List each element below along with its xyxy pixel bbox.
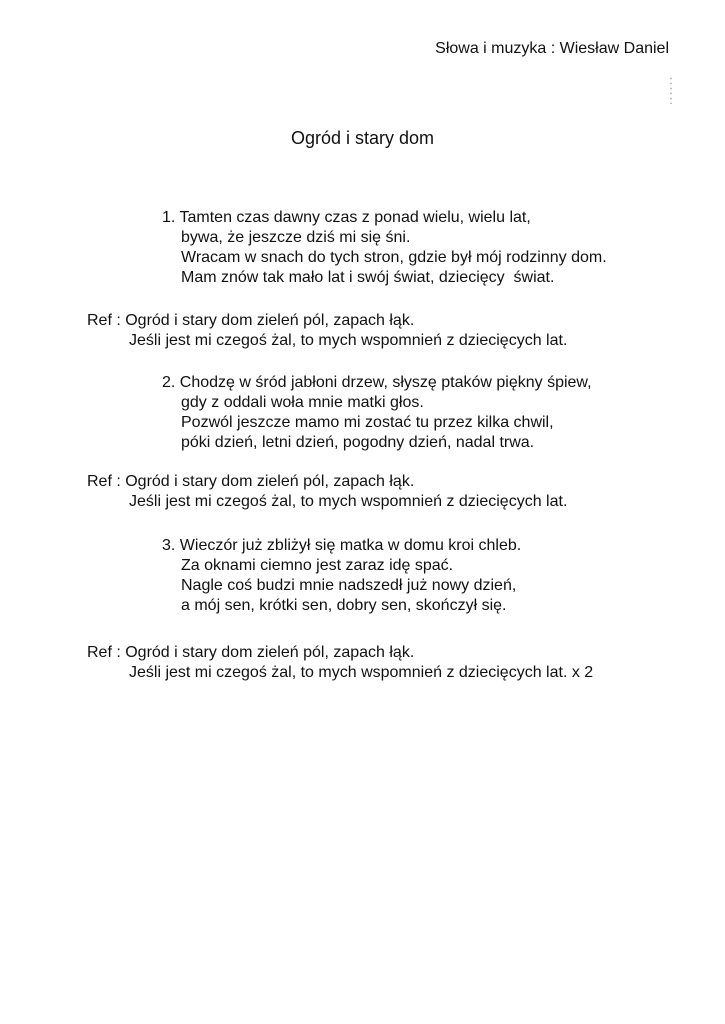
refrain-2	[87, 472, 567, 512]
verse-line: póki dzień, letni dzień, pogodny dzień, nadal trwa.	[181, 434, 535, 451]
verse-line: Nagle coś budzi mnie nadszedł już nowy dzień,	[181, 577, 517, 594]
verse-line: Pozwól jeszcze mamo mi zostać tu przez kilka chwil,	[181, 414, 554, 431]
refrain-line: Ref : Ogród i stary dom zieleń pól, zapach łąk.	[87, 644, 415, 661]
margin-dots	[670, 76, 672, 104]
author-credit: Słowa i muzyka : Wiesław Daniel	[435, 40, 669, 57]
verse-3	[162, 536, 521, 616]
verse-1	[162, 208, 607, 288]
refrain-line: Jeśli jest mi czegoś żal, to mych wspomnień z dziecięcych lat.	[129, 493, 568, 510]
refrain-line: Ref : Ogród i stary dom zieleń pól, zapach łąk.	[87, 473, 415, 490]
refrain-3	[87, 643, 593, 683]
refrain-line: Jeśli jest mi czegoś żal, to mych wspomnień z dziecięcych lat. x 2	[129, 664, 594, 681]
verse-2	[162, 373, 592, 453]
verse-line: 1. Tamten czas dawny czas z ponad wielu, wielu lat,	[162, 209, 531, 226]
verse-line: a mój sen, krótki sen, dobry sen, skończył się.	[181, 597, 507, 614]
refrain-1	[87, 311, 567, 351]
song-title	[0, 128, 725, 149]
verse-line: Za oknami ciemno jest zaraz idę spać.	[181, 557, 454, 574]
song-title-text: Ogród i stary dom	[290, 128, 435, 148]
verse-line: Wracam w snach do tych stron, gdzie był mój rodzinny dom.	[181, 249, 607, 266]
verse-line: Mam znów tak mało lat i swój świat, dziecięcy świat.	[181, 269, 555, 286]
verse-line: 3. Wieczór już zbliżył się matka w domu kroi chleb.	[162, 537, 522, 554]
verse-line: 2. Chodzę w śród jabłoni drzew, słyszę ptaków piękny śpiew,	[162, 374, 592, 391]
verse-line: gdy z oddali woła mnie matki głos.	[181, 394, 424, 411]
refrain-line: Ref : Ogród i stary dom zieleń pól, zapach łąk.	[87, 312, 415, 329]
verse-line: bywa, że jeszcze dziś mi się śni.	[181, 229, 411, 246]
refrain-line: Jeśli jest mi czegoś żal, to mych wspomnień z dziecięcych lat.	[129, 332, 568, 349]
